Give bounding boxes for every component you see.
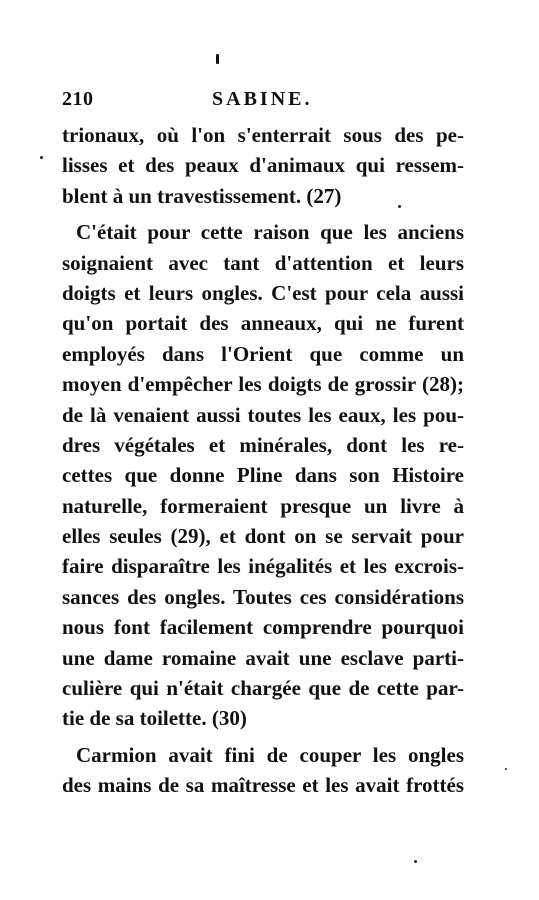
text-line: lisses et des peaux d'animaux qui ressem- bbox=[62, 153, 464, 178]
text-line: cettes que donne Pline dans son Histoire bbox=[62, 463, 464, 488]
text-line: une dame romaine avait une esclave parti- bbox=[62, 645, 464, 670]
text-line: naturelle, formeraient presque un livre à bbox=[62, 493, 464, 518]
paragraph-first-line: Carmion avait fini de couper les ongles bbox=[76, 742, 464, 767]
text-line: tie de sa toilette. (30) bbox=[62, 706, 247, 731]
ink-speck bbox=[505, 768, 507, 770]
top-ink-mark bbox=[216, 54, 219, 64]
body-text bbox=[62, 120, 464, 801]
page-number: 210 bbox=[62, 88, 94, 110]
text-line: faire disparaître les inégalités et les excrois- bbox=[62, 554, 464, 579]
text-line: culière qui n'était chargée que de cette par- bbox=[62, 676, 464, 701]
text-line: sances des ongles. Toutes ces considérations bbox=[62, 584, 464, 609]
running-title: SABINE. bbox=[212, 88, 313, 110]
ink-speck bbox=[414, 860, 417, 863]
text-line: qu'on portait des anneaux, qui ne furent bbox=[62, 311, 464, 336]
text-line: nous font facilement comprendre pourquoi bbox=[62, 615, 464, 640]
text-line: des mains de sa maîtresse et les avait frottés bbox=[62, 773, 464, 798]
text-line: doigts et leurs ongles. C'est pour cela aussi bbox=[62, 280, 464, 305]
text-line: employés dans l'Orient que comme un bbox=[62, 341, 464, 366]
text-line: dres végétales et minérales, dont les re- bbox=[62, 432, 464, 457]
text-line: blent à un travestissement. (27) bbox=[62, 183, 342, 208]
text-line: soignaient avec tant d'attention et leurs bbox=[62, 250, 464, 275]
ink-speck bbox=[398, 205, 401, 208]
text-line: de là venaient aussi toutes les eaux, les pou- bbox=[62, 402, 464, 427]
text-line: elles seules (29), et dont on se servait pour bbox=[62, 524, 464, 549]
text-line: moyen d'empêcher les doigts de grossir (28); bbox=[62, 372, 464, 397]
text-line: trionaux, où l'on s'enterrait sous des pe- bbox=[62, 123, 464, 147]
ink-speck bbox=[40, 156, 43, 159]
page-header bbox=[62, 88, 462, 118]
paragraph-first-line: C'était pour cette raison que les anciens bbox=[76, 220, 464, 245]
